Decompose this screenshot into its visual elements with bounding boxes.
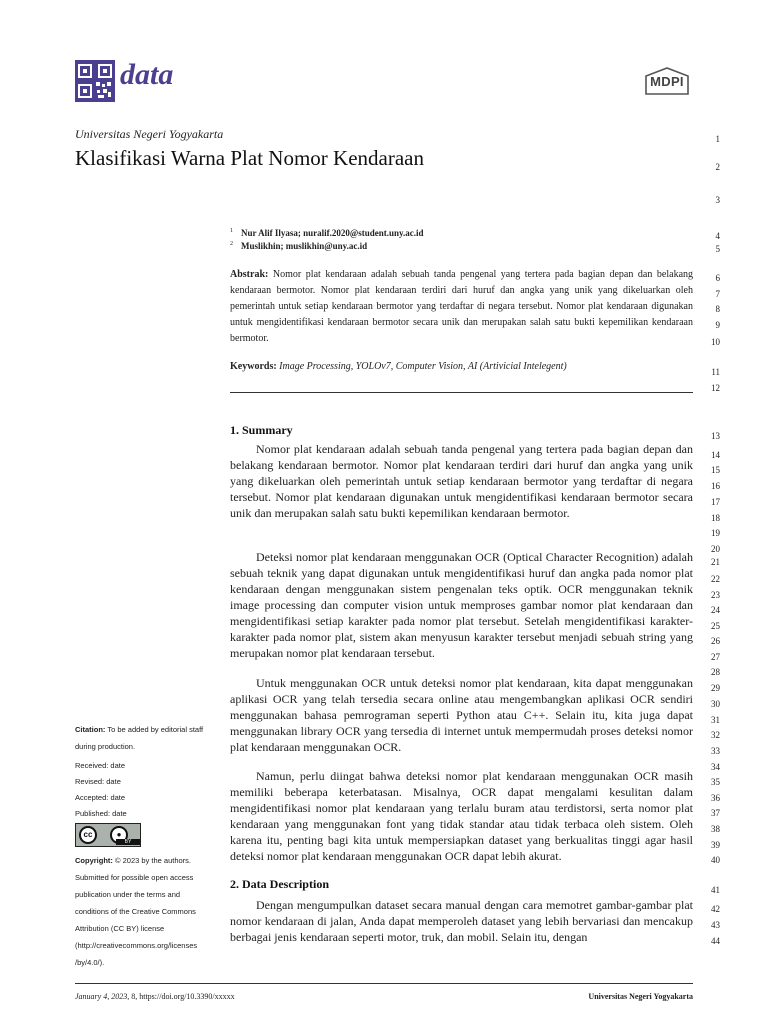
line-number: 24 — [711, 605, 720, 615]
author-number: 1 — [230, 228, 233, 234]
line-number: 41 — [711, 885, 720, 895]
author-text: Muslikhin; muslikhin@uny.ac.id — [241, 241, 368, 251]
line-number: 43 — [711, 920, 720, 930]
line-number: 13 — [711, 431, 720, 441]
line-number: 8 — [715, 304, 720, 314]
line-number: 20 — [711, 544, 720, 554]
line-number: 5 — [715, 244, 720, 254]
line-number: 19 — [711, 528, 720, 538]
line-number: 32 — [711, 730, 720, 740]
journal-logo-icon — [75, 60, 115, 102]
line-number: 22 — [711, 574, 720, 584]
line-number: 10 — [711, 337, 720, 347]
line-number: 4 — [715, 231, 720, 241]
cc-icon: cc — [79, 826, 97, 844]
footer-citation — [75, 992, 235, 1001]
mdpi-logo — [640, 66, 694, 96]
line-number: 29 — [711, 683, 720, 693]
line-number: 26 — [711, 636, 720, 646]
keywords — [230, 361, 567, 372]
abstract-label: Abstrak: — [230, 269, 269, 280]
citation-label: Citation: — [75, 725, 106, 734]
line-number: 36 — [711, 793, 720, 803]
abstract-text: Nomor plat kendaraan adalah sebuah tanda pengenal yang tertera pada bagian depan dan belakang kendaraan bermotor. Nomor plat kendaraan terdiri dari huruf dan angka yang unik yang dikeluarkan oleh pemerintah untuk setiap kendaraan bermotor yang terdaftar di negara tersebut. Nomor plat kendaraan digunakan untuk mengidentifikasi kendaraan bermotor secara unik dan merupakan salah satu bukti kepemilikan kendaraan bermotor. — [230, 269, 694, 344]
received-date: Received: date — [75, 761, 126, 770]
author-2 — [230, 241, 367, 251]
line-number: 30 — [711, 699, 720, 709]
line-number: 17 — [711, 497, 720, 507]
line-number: 33 — [711, 746, 720, 756]
line-number: 12 — [711, 383, 720, 393]
line-number: 14 — [711, 450, 720, 460]
line-number: 27 — [711, 652, 720, 662]
copyright — [75, 852, 211, 971]
paragraph: Nomor plat kendaraan adalah sebuah tanda pengenal yang tertera pada bagian depan dan belakang kendaraan bermotor. Nomor plat kendaraan terdiri dari huruf dan angka yang unik yang dikeluarkan oleh pemerintah untuk setiap kendaraan bermotor yang terdaftar di negara tersebut. Nomor plat kendaraan digunakan untuk mengidentifikasi kendaraan bermotor secara unik dan merupakan salah satu bukti kepemilikan kendaraan bermotor. — [230, 442, 693, 520]
line-number: 6 — [715, 273, 720, 283]
line-number: 21 — [711, 557, 720, 567]
paragraph: Dengan mengumpulkan dataset secara manual dengan cara memotret gambar-gambar plat nomor kendaraan di jalan, Anda dapat memperoleh dataset yang lebih bervariasi dan mencakup berbagai jenis kendaraan seperti motor, truk, dan mobil. Selain itu, dengan — [230, 898, 693, 944]
line-number: 18 — [711, 513, 720, 523]
author-1 — [230, 228, 424, 238]
mdpi-logo-text: MDPI — [650, 74, 684, 89]
section-heading-summary: 1. Summary — [230, 423, 293, 437]
author-text: Nur Alif Ilyasa; nuralif.2020@student.uny.ac.id — [241, 228, 424, 238]
line-number: 25 — [711, 621, 720, 631]
paragraph: Deteksi nomor plat kendaraan menggunakan OCR (Optical Character Recognition) adalah sebuah teknik yang dapat digunakan untuk mengidentifikasi huruf dan angka pada nomor plat kendaraan dengan menggunakan sistem pengenalan teks optik. OCR menggunakan teknik image processing dan computer vision untuk memproses gambar nomor plat kendaraan dan mengidentifikasi setiap karakter pada nomor plat tersebut. Setelah mengidentifikasi karakter-karakter pada nomor plat, sistem akan menyusun karakter tersebut menjadi sebuah string yang merupakan nomor plat kendaraan tersebut. — [230, 550, 693, 660]
person-icon: ● — [110, 826, 128, 844]
line-number: 31 — [711, 715, 720, 725]
line-number: 44 — [711, 936, 720, 946]
line-number: 23 — [711, 590, 720, 600]
citation-text: To be added by editorial staff during production. — [75, 725, 204, 751]
affiliation: Universitas Negeri Yogyakarta — [75, 127, 224, 141]
cc-by-license-badge[interactable] — [75, 823, 141, 847]
paper-title: Klasifikasi Warna Plat Nomor Kendaraan — [75, 146, 424, 170]
qr-pattern-icon — [75, 60, 115, 102]
line-number: 7 — [715, 289, 720, 299]
revised-date: Revised: date — [75, 777, 121, 786]
footer-date: January 4, 2023, — [75, 992, 130, 1001]
line-number: 15 — [711, 465, 720, 475]
keywords-text: Image Processing, YOLOv7, Computer Vision, AI (Artivicial Intelegent) — [279, 361, 567, 372]
line-number: 38 — [711, 824, 720, 834]
paragraph: Namun, perlu diingat bahwa deteksi nomor plat kendaraan menggunakan OCR masih memiliki beberapa keterbatasan. Misalnya, OCR dapat mengalami kesulitan dalam mengidentifikasi nomor plat kendaraan yang terlalu buram atau terdistorsi, serta nomor plat kendaraan yang menggunakan font yang tidak standar atau tidak terbaca oleh sistem. Oleh karena itu, penting bagi kita untuk mempersiapkan dataset yang berkualitas tinggi agar hasil deteksi nomor plat kendaraan menggunakan OCR dapat lebih akurat. — [230, 769, 693, 863]
line-number: 16 — [711, 481, 720, 491]
citation — [75, 721, 211, 755]
line-number: 40 — [711, 855, 720, 865]
line-number: 35 — [711, 777, 720, 787]
line-number: 9 — [715, 320, 720, 330]
published-date: Published: date — [75, 809, 127, 818]
section-heading-data-description: 2. Data Description — [230, 877, 329, 891]
journal-name: data — [120, 58, 174, 91]
copyright-text: © 2023 by the authors. Submitted for possible open access publication under the terms and conditions of the Creative Commons Attribution (CC BY) license (http://creativecommons.org/licenses /by/4.0/). — [75, 856, 198, 967]
line-number: 42 — [711, 904, 720, 914]
line-number: 11 — [711, 367, 720, 377]
paragraph: Untuk menggunakan OCR untuk deteksi nomor plat kendaraan, kita dapat menggunakan aplikasi OCR yang telah tersedia secara online atau mengembangkan aplikasi OCR sendiri menggunakan bahasa pemrograman seperti Python atau C++. Selain itu, kita juga dapat menggunakan library OCR yang tersedia di internet untuk mempermudah proses deteksi nomor plat kendaraan menggunakan OCR. — [230, 676, 693, 754]
line-number: 1 — [715, 134, 720, 144]
footer-affiliation: Universitas Negeri Yogyakarta — [588, 992, 693, 1001]
copyright-label: Copyright: — [75, 856, 113, 865]
keywords-label: Keywords: — [230, 361, 277, 372]
author-number: 2 — [230, 241, 233, 247]
by-label: BY — [116, 839, 140, 845]
line-number: 39 — [711, 840, 720, 850]
section-divider — [230, 392, 693, 393]
line-number: 28 — [711, 667, 720, 677]
accepted-date: Accepted: date — [75, 793, 126, 802]
abstract — [230, 267, 693, 347]
line-number: 2 — [715, 162, 720, 172]
footer-doi: 8, https://doi.org/10.3390/xxxxx — [131, 992, 235, 1001]
line-number: 34 — [711, 762, 720, 772]
line-number: 37 — [711, 808, 720, 818]
footer-divider — [75, 983, 693, 984]
line-number: 3 — [715, 195, 720, 205]
